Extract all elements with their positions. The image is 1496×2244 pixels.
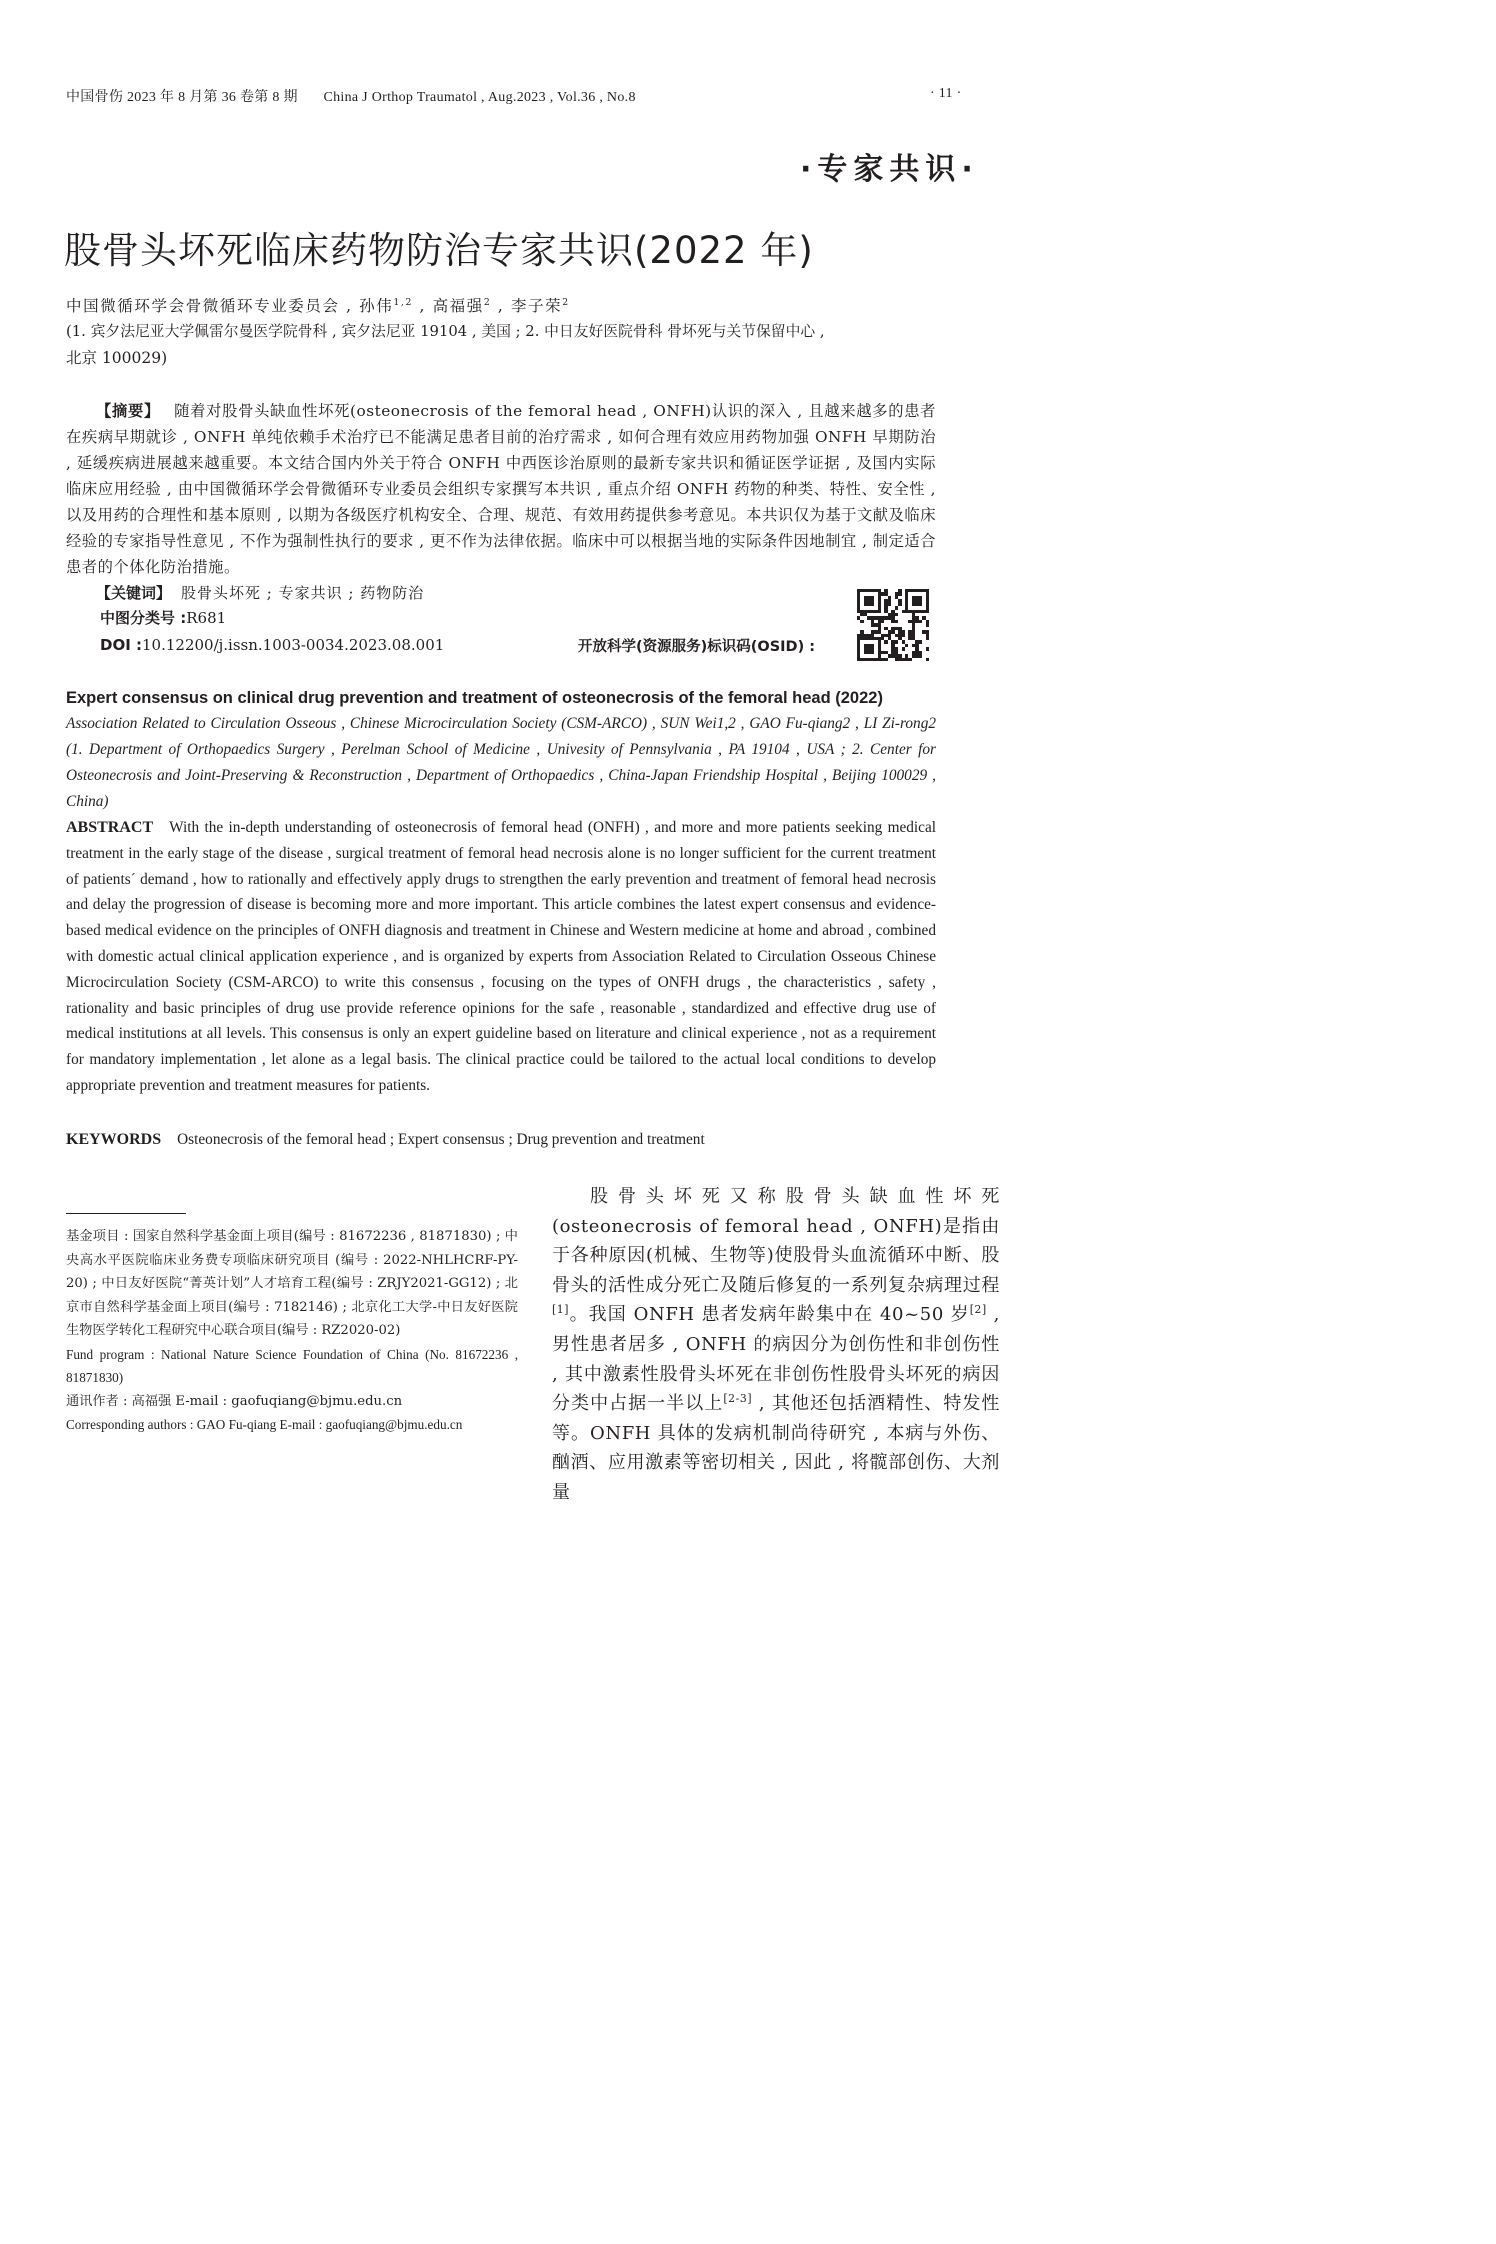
doi: DOI :10.12200/j.issn.1003-0034.2023.08.001 (100, 636, 445, 654)
journal-name-en: China J Orthop Traumatol , Aug.2023 , Vol.36 , No.8 (323, 90, 636, 105)
footnote-block (66, 1225, 518, 1437)
abstract-label: 【摘要】 (96, 402, 160, 420)
abstract-cn (66, 398, 936, 580)
abstract-en-label: ABSTRACT (66, 819, 154, 836)
abstract-text: 随着对股骨头缺血性坏死(osteonecrosis of the femoral head , ONFH)认识的深入 , 且越来越多的患者在疾病早期就诊 , ONFH 单纯依赖手术治疗已不能满足患者目前的治疗需求 , 如何合理有效应用药物加强 ONFH 早期防治 , 延缓疾病进展越来越重要。本文结合国内外关于符合 ONFH 中西医诊治原则的最新专家共识和循证医学证据 , 及国内实际临床应用经验 , 由中国微循环学会骨微循环专业委员会组织专家撰写本共识 , 重点介绍 ONFH 药物的种类、特性、安全性 , 以及用药的合理性和基本原则 , 以期为各级医疗机构安全、合理、规范、有效用药提供参考意见。本共识仅为基于文献及临床经验的专家指导性意见 , 不作为强制性执行的要求 , 更不作为法律依据。临床中可以根据当地的实际条件因地制宜 , 制定适合患者的个体化防治措施。 (66, 402, 936, 576)
citation: [2-3] (723, 1392, 753, 1406)
column-tag: ·专家共识· (800, 152, 979, 187)
english-authors: Association Related to Circulation Osseous , Chinese Microcirculation Society (CSM-ARCO) , SUN Wei1,2 , GAO Fu-qiang2 , LI Zi-rong2 (1. Department of Orthopaedics Surgery , Perelman School of Medicine , Univesity of Pennsylvania , PA 19104 , USA ; 2. Center for Osteonecrosis and Joint-Preserving & Reconstruction , Department of Orthopaedics , China-Japan Friendship Hospital , Beijing 100029 , China) (66, 715, 936, 810)
fund-cn: 基金项目 : 国家自然科学基金面上项目(编号 : 81672236 , 81871830) ; 中央高水平医院临床业务费专项临床研究项目 (编号 : 2022-NHLHCRF-PY-20) ; 中日友好医院“菁英计划”人才培育工程(编号 : ZRJY2021-GG12) ; 北京市自然科学基金面上项目(编号 : 7182146) ; 北京化工大学-中日友好医院生物医学转化工程研究中心联合项目(编号 : RZ2020-02) (66, 1229, 518, 1338)
journal-name-cn: 中国骨伤 2023 年 8 月第 36 卷第 8 期 (66, 90, 298, 105)
affiliation-line-2: 北京 100029) (66, 349, 168, 367)
clc-number: 中图分类号 :R681 (100, 609, 227, 627)
english-keywords: KEYWORDS Osteonecrosis of the femoral head ; Expert consensus ; Drug prevention and treatment (66, 1131, 705, 1148)
article-title: 股骨头坏死临床药物防治专家共识(2022 年) (64, 229, 814, 272)
author-block (66, 293, 946, 371)
affiliation-line-1: (1. 宾夕法尼亚大学佩雷尔曼医学院骨科 , 宾夕法尼亚 19104 , 美国 ; 2. 中日友好医院骨科 骨坏死与关节保留中心 , (66, 323, 825, 340)
english-title: Expert consensus on clinical drug prevention and treatment of osteonecrosis of the femoral head (2022) (66, 689, 883, 707)
osid-label: 开放科学(资源服务)标识码(OSID) : (578, 639, 816, 655)
author-line: 中国微循环学会骨微循环专业委员会 , 孙伟$^{1,2}$ , 高福强$^2$ , 李子荣$^2$ (66, 296, 570, 315)
body-paragraph: 股骨头坏死又称股骨头缺血性坏死(osteonecrosis of femoral head , ONFH)是指由于各种原因(机械、生物等)使股骨头血流循环中断、股骨头的活性成分死亡及随后修复的一系列复杂病理过程[1]。我国 ONFH 患者发病年龄集中在 40~50 岁[2] , 男性患者居多 , ONFH 的病因分为创伤性和非创伤性 , 其中激素性股骨头坏死在非创伤性股骨头坏死的病因分类中占据一半以上[2-3] , 其他还包括酒精性、特发性等。ONFH 具体的发病机制尚待研究 , 本病与外伤、酗酒、应用激素等密切相关 , 因此 , 将髋部创伤、大剂量 (552, 1186, 1000, 1503)
citation: [1] (552, 1303, 570, 1317)
english-abstract (66, 815, 936, 1099)
corresponding-cn: 通讯作者 : 高福强 E-mail : gaofuqiang@bjmu.edu.cn (66, 1393, 403, 1409)
fund-en: Fund program : National Nature Science Foundation of China (No. 81672236 , 81871830) (66, 1346, 518, 1385)
page-number: · 11 · (930, 86, 962, 101)
corresponding-en: Corresponding authors : GAO Fu-qiang E-mail : gaofuqiang@bjmu.edu.cn (66, 1417, 463, 1432)
citation: [2] (969, 1303, 987, 1317)
footnote-rule (66, 1213, 186, 1214)
running-header (66, 86, 636, 106)
qr-code-icon (857, 589, 929, 661)
keywords-cn: 【关键词】 股骨头坏死 ; 专家共识 ; 药物防治 (96, 584, 425, 602)
abstract-en-text: With the in-depth understanding of osteonecrosis of femoral head (ONFH) , and more and more patients seeking medical treatment in the early stage of the disease , surgical treatment of femoral head necrosis alone is no longer sufficient for the current treatment of patients´ demand , how to rationally and effectively apply drugs to strengthen the early prevention and treatment of femoral head necrosis and delay the progression of disease is becoming more and more important. This article combines the latest expert consensus and evidence-based medical evidence on the principles of ONFH diagnosis and treatment in Chinese and Western medicine at home and abroad , combined with domestic actual clinical application experience , and is organized by experts from Association Related to Circulation Osseous Chinese Microcirculation Society (CSM-ARCO) to write this consensus , focusing on the types of ONFH drugs , the characteristics , safety , rationality and basic principles of drug use provide reference opinions for the safe , reasonable , standardized and effective drug use of medical institutions at all levels. This consensus is only an expert guideline based on literature and clinical experience , not as a requirement for mandatory implementation , let alone as a legal basis. The clinical practice could be tailored to the actual local conditions to develop appropriate prevention and treatment measures for patients. (66, 819, 936, 1094)
